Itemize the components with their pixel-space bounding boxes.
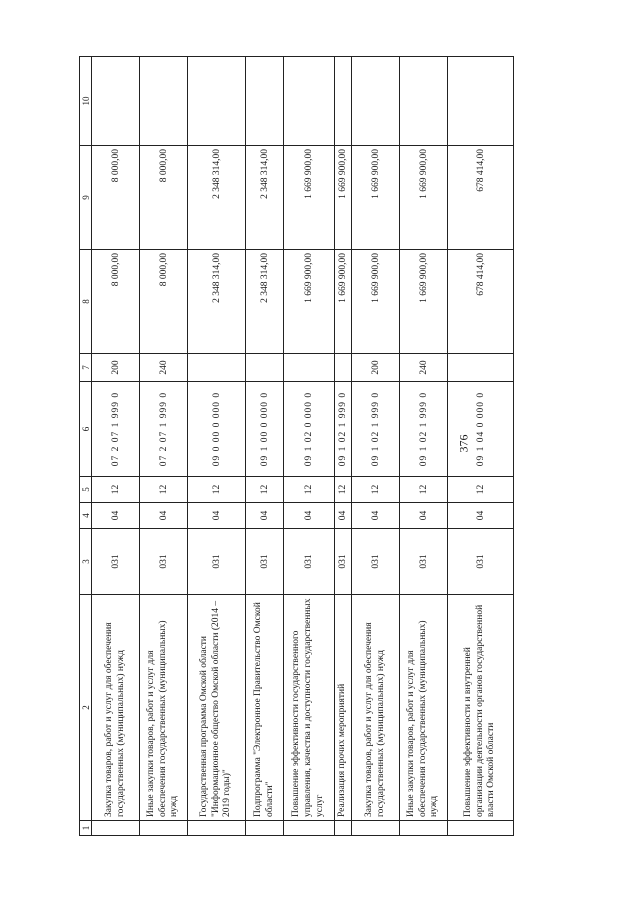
item-name: Повышение эффективности государственного управления, качества и доступности государственных услуг	[284, 595, 335, 821]
header-cell: 2	[80, 595, 92, 821]
target-article-code: 09 1 04 0 000 0	[448, 382, 514, 477]
table-row	[284, 57, 335, 836]
section-code: 04	[352, 503, 400, 529]
expense-type-code: 200	[352, 354, 400, 382]
ministry-code: 031	[352, 529, 400, 595]
amount-col10	[400, 57, 448, 146]
budget-table	[79, 56, 514, 836]
section-code: 04	[92, 503, 140, 529]
col1-cell	[188, 821, 246, 836]
col1-cell	[284, 821, 335, 836]
col1-cell	[448, 821, 514, 836]
target-article-code: 09 1 02 1 999 0	[335, 382, 352, 477]
target-article-code: 07 2 07 1 999 0	[140, 382, 188, 477]
item-name: Государственная программа Омской области "Информационное общество Омской области (2014 – 2019 годы)"	[188, 595, 246, 821]
subsection-code: 12	[335, 477, 352, 503]
table-row	[246, 57, 284, 836]
ministry-code: 031	[448, 529, 514, 595]
budget-table-container	[79, 57, 512, 836]
expense-type-code	[246, 354, 284, 382]
section-code: 04	[188, 503, 246, 529]
amount-col8: 678 414,00	[448, 250, 514, 354]
subsection-code: 12	[92, 477, 140, 503]
amount-col9: 1 669 900,00	[335, 146, 352, 250]
subsection-code: 12	[352, 477, 400, 503]
ministry-code: 031	[335, 529, 352, 595]
subsection-code: 12	[140, 477, 188, 503]
amount-col9: 1 669 900,00	[400, 146, 448, 250]
header-cell: 3	[80, 529, 92, 595]
col1-cell	[335, 821, 352, 836]
amount-col9: 1 669 900,00	[352, 146, 400, 250]
target-article-code: 07 2 07 1 999 0	[92, 382, 140, 477]
amount-col8: 1 669 900,00	[400, 250, 448, 354]
col1-cell	[352, 821, 400, 836]
expense-type-code	[284, 354, 335, 382]
item-name: Реализация прочих мероприятий	[335, 595, 352, 821]
amount-col10	[188, 57, 246, 146]
ministry-code: 031	[188, 529, 246, 595]
amount-col9: 2 348 314,00	[188, 146, 246, 250]
subsection-code: 12	[400, 477, 448, 503]
amount-col8: 8 000,00	[92, 250, 140, 354]
amount-col10	[335, 57, 352, 146]
item-name: Иные закупки товаров, работ и услуг для обеспечения государственных (муниципальных) нужд	[400, 595, 448, 821]
expense-type-code	[448, 354, 514, 382]
header-cell: 6	[80, 382, 92, 477]
amount-col8: 2 348 314,00	[246, 250, 284, 354]
amount-col10	[92, 57, 140, 146]
col1-cell	[246, 821, 284, 836]
header-cell: 4	[80, 503, 92, 529]
expense-type-code: 200	[92, 354, 140, 382]
subsection-code: 12	[188, 477, 246, 503]
col1-cell	[140, 821, 188, 836]
subsection-code: 12	[246, 477, 284, 503]
amount-col10	[246, 57, 284, 146]
table-row	[448, 57, 514, 836]
col1-cell	[92, 821, 140, 836]
section-code: 04	[284, 503, 335, 529]
amount-col9: 678 414,00	[448, 146, 514, 250]
ministry-code: 031	[400, 529, 448, 595]
section-code: 04	[140, 503, 188, 529]
amount-col9: 8 000,00	[92, 146, 140, 250]
amount-col9: 1 669 900,00	[284, 146, 335, 250]
item-name: Повышение эффективности и внутренней организации деятельности органов государственной власти Омской области	[448, 595, 514, 821]
target-article-code: 09 1 02 0 000 0	[284, 382, 335, 477]
col1-cell	[400, 821, 448, 836]
header-cell: 7	[80, 354, 92, 382]
ministry-code: 031	[284, 529, 335, 595]
amount-col8: 2 348 314,00	[188, 250, 246, 354]
table-row	[140, 57, 188, 836]
section-code: 04	[246, 503, 284, 529]
item-name: Закупка товаров, работ и услуг для обеспечения государственных (муниципальных) нужд	[92, 595, 140, 821]
target-article-code: 09 1 00 0 000 0	[246, 382, 284, 477]
amount-col8: 1 669 900,00	[284, 250, 335, 354]
amount-col8: 1 669 900,00	[352, 250, 400, 354]
item-name: Иные закупки товаров, работ и услуг для обеспечения государственных (муниципальных) нужд	[140, 595, 188, 821]
amount-col10	[448, 57, 514, 146]
section-code: 04	[448, 503, 514, 529]
header-row	[80, 57, 92, 836]
section-code: 04	[335, 503, 352, 529]
target-article-code: 09 0 00 0 000 0	[188, 382, 246, 477]
table-row	[188, 57, 246, 836]
subsection-code: 12	[448, 477, 514, 503]
amount-col9: 2 348 314,00	[246, 146, 284, 250]
header-cell: 8	[80, 250, 92, 354]
amount-col8: 1 669 900,00	[335, 250, 352, 354]
ministry-code: 031	[92, 529, 140, 595]
table-row	[400, 57, 448, 836]
amount-col10	[140, 57, 188, 146]
amount-col9: 8 000,00	[140, 146, 188, 250]
expense-type-code: 240	[400, 354, 448, 382]
header-cell: 10	[80, 57, 92, 146]
amount-col8: 8 000,00	[140, 250, 188, 354]
header-cell: 1	[80, 821, 92, 836]
expense-type-code: 240	[140, 354, 188, 382]
amount-col10	[284, 57, 335, 146]
page-number: 376	[456, 434, 471, 453]
table-row	[352, 57, 400, 836]
amount-col10	[352, 57, 400, 146]
header-cell: 9	[80, 146, 92, 250]
target-article-code: 09 1 02 1 999 0	[352, 382, 400, 477]
expense-type-code	[335, 354, 352, 382]
item-name: Подпрограмма "Электронное Правительство Омской области"	[246, 595, 284, 821]
expense-type-code	[188, 354, 246, 382]
ministry-code: 031	[246, 529, 284, 595]
target-article-code: 09 1 02 1 999 0	[400, 382, 448, 477]
section-code: 04	[400, 503, 448, 529]
header-cell: 5	[80, 477, 92, 503]
table-row	[92, 57, 140, 836]
item-name: Закупка товаров, работ и услуг для обеспечения государственных (муниципальных) нужд	[352, 595, 400, 821]
subsection-code: 12	[284, 477, 335, 503]
table-row	[335, 57, 352, 836]
ministry-code: 031	[140, 529, 188, 595]
